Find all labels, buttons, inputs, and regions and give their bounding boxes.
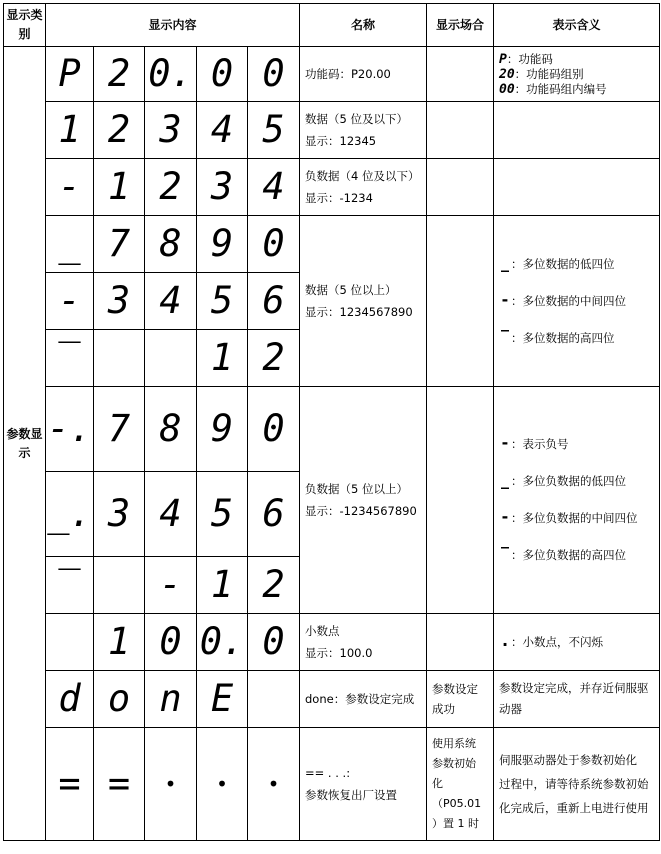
scene-cell xyxy=(427,47,494,102)
digit-cell: -. xyxy=(46,387,94,472)
digit-cell: 1 xyxy=(46,102,94,159)
meaning-cell: 伺服驱动器处于参数初始化 过程中，请等待系统参数初始 化完成后，重新上电进行使用 xyxy=(494,728,660,841)
digit-cell: 1 xyxy=(197,557,248,614)
header-meaning: 表示含义 xyxy=(494,4,660,47)
category-cell: 参数显示 xyxy=(4,47,46,841)
digit-cell: d xyxy=(46,671,94,728)
name-cell: == . . .: 参数恢复出厂设置 xyxy=(300,728,427,841)
digit-cell: 2 xyxy=(94,47,145,102)
digit-cell: - xyxy=(46,273,94,330)
digit-cell: 5 xyxy=(248,102,300,159)
meaning-cell: P：功能码 20：功能码组别 00：功能码组内编号 xyxy=(494,47,660,102)
digit-cell xyxy=(248,671,300,728)
digit-cell: 3 xyxy=(145,102,197,159)
digit-cell: 5 xyxy=(197,273,248,330)
header-content: 显示内容 xyxy=(46,4,300,47)
digit-cell: 3 xyxy=(197,159,248,216)
meaning-cell: _ ：多位数据的低四位 - ：多位数据的中间四位 ‾ ：多位数据的高四位 xyxy=(494,216,660,387)
digit-cell xyxy=(46,614,94,671)
digit-cell: 0 xyxy=(248,614,300,671)
table-row xyxy=(4,102,660,159)
digit-cell: P xyxy=(46,47,94,102)
name-cell: 数据（5 位及以下） 显示：12345 xyxy=(300,102,427,159)
digit-cell: 7 xyxy=(94,387,145,472)
digit-cell: 5 xyxy=(197,472,248,557)
digit-cell: • xyxy=(248,728,300,841)
digit-cell: 4 xyxy=(145,273,197,330)
table-row xyxy=(4,159,660,216)
digit-cell: 3 xyxy=(94,472,145,557)
digit-cell: 4 xyxy=(145,472,197,557)
header-name: 名称 xyxy=(300,4,427,47)
scene-cell: 参数设定 成功 xyxy=(427,671,494,728)
name-cell: 数据（5 位以上） 显示：1234567890 xyxy=(300,216,427,387)
scene-cell xyxy=(427,216,494,387)
digit-cell: • xyxy=(145,728,197,841)
digit-cell: 0 xyxy=(145,614,197,671)
digit-cell: 2 xyxy=(145,159,197,216)
parameter-display-table xyxy=(3,3,660,841)
digit-cell: 7 xyxy=(94,216,145,273)
table-row xyxy=(4,47,660,102)
table-row xyxy=(4,614,660,671)
digit-cell: - xyxy=(46,159,94,216)
digit-cell: 9 xyxy=(197,387,248,472)
name-cell: done：参数设定完成 xyxy=(300,671,427,728)
table-row xyxy=(4,671,660,728)
table-row xyxy=(4,387,660,472)
digit-cell: • xyxy=(197,728,248,841)
table-row xyxy=(4,216,660,273)
scene-cell xyxy=(427,387,494,614)
header-row xyxy=(4,4,660,47)
meaning-cell xyxy=(494,159,660,216)
digit-cell: - xyxy=(145,557,197,614)
name-cell: 功能码：P20.00 xyxy=(300,47,427,102)
digit-cell: 2 xyxy=(248,330,300,387)
digit-cell: 2 xyxy=(94,102,145,159)
meaning-cell: 参数设定完成，并存近伺服驱 动器 xyxy=(494,671,660,728)
digit-cell: 4 xyxy=(197,102,248,159)
scene-cell xyxy=(427,159,494,216)
digit-cell: = xyxy=(94,728,145,841)
meaning-cell xyxy=(494,102,660,159)
digit-cell: _. xyxy=(46,472,94,557)
digit-cell: 0. xyxy=(145,47,197,102)
digit-cell: 0. xyxy=(197,614,248,671)
digit-cell: o xyxy=(94,671,145,728)
digit-cell: 3 xyxy=(94,273,145,330)
digit-cell xyxy=(94,557,145,614)
digit-cell: 1 xyxy=(94,159,145,216)
digit-cell: 0 xyxy=(248,216,300,273)
digit-cell: 4 xyxy=(248,159,300,216)
meaning-cell: - ：表示负号 _ ：多位负数据的低四位 - ：多位负数据的中间四位 ‾ ：多位负数据的高四位 xyxy=(494,387,660,614)
name-cell: 小数点 显示：100.0 xyxy=(300,614,427,671)
digit-cell: n xyxy=(145,671,197,728)
name-cell: 负数据（5 位以上） 显示：-1234567890 xyxy=(300,387,427,614)
digit-cell: ‾ xyxy=(46,330,94,387)
meaning-cell: . ：小数点，不闪烁 xyxy=(494,614,660,671)
digit-cell: 1 xyxy=(94,614,145,671)
name-cell: 负数据（4 位及以下） 显示：-1234 xyxy=(300,159,427,216)
digit-cell: 0 xyxy=(197,47,248,102)
digit-cell: 8 xyxy=(145,216,197,273)
scene-cell xyxy=(427,614,494,671)
header-scene: 显示场合 xyxy=(427,4,494,47)
scene-cell xyxy=(427,102,494,159)
digit-cell: = xyxy=(46,728,94,841)
digit-cell: 1 xyxy=(197,330,248,387)
digit-cell: 2 xyxy=(248,557,300,614)
table-row xyxy=(4,728,660,841)
digit-cell xyxy=(145,330,197,387)
digit-cell: 8 xyxy=(145,387,197,472)
digit-cell: E xyxy=(197,671,248,728)
header-category: 显示类别 xyxy=(4,4,46,47)
digit-cell xyxy=(94,330,145,387)
digit-cell: 6 xyxy=(248,273,300,330)
digit-cell: 6 xyxy=(248,472,300,557)
scene-cell: 使用系统 参数初始 化 （P05.01 ）置 1 时 xyxy=(427,728,494,841)
digit-cell: 0 xyxy=(248,387,300,472)
digit-cell: _ xyxy=(46,216,94,273)
digit-cell: ‾ xyxy=(46,557,94,614)
digit-cell: 0 xyxy=(248,47,300,102)
digit-cell: 9 xyxy=(197,216,248,273)
